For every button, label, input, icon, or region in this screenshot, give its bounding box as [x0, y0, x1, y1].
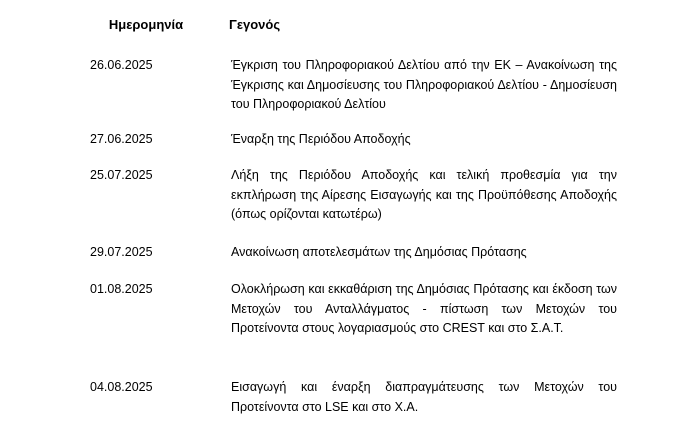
table-header [0, 17, 688, 37]
row-event: Ολοκλήρωση και εκκαθάριση της Δημόσιας Πρότασης και έκδοση των Μετοχών του Ανταλλάγματος - πίστωση των Μετοχών του Προτείνοντα στους λογαριασμούς στο CREST και στο Σ.Α.Τ. [231, 282, 617, 335]
row-date: 29.07.2025 [90, 245, 153, 259]
row-date: 01.08.2025 [90, 282, 153, 296]
date-column-header: Ημερομηνία [108, 17, 184, 32]
row-date: 26.06.2025 [90, 58, 153, 72]
event-column-header: Γεγονός [229, 17, 281, 32]
row-date: 25.07.2025 [90, 168, 153, 182]
row-date: 27.06.2025 [90, 132, 153, 146]
row-date: 04.08.2025 [90, 380, 153, 394]
row-event: Έγκριση του Πληροφοριακού Δελτίου από την ΕΚ – Ανακοίνωση της Έγκρισης και Δημοσίευσης του Πληροφοριακού Δελτίου - Δημοσίευση του Πληροφοριακού Δελτίου [231, 58, 617, 111]
row-event: Έναρξη της Περιόδου Αποδοχής [231, 132, 411, 146]
row-event: Λήξη της Περιόδου Αποδοχής και τελική προθεσμία για την εκπλήρωση της Αίρεσης Εισαγωγής και της Προϋπόθεσης Αποδοχής (όπως ορίζονται κατωτέρω) [231, 168, 617, 221]
row-event: Ανακοίνωση αποτελεσμάτων της Δημόσιας Πρότασης [231, 245, 527, 259]
row-event: Εισαγωγή και έναρξη διαπραγμάτευσης των Μετοχών του Προτείνοντα στο LSE και στο Χ.Α. [231, 380, 617, 414]
